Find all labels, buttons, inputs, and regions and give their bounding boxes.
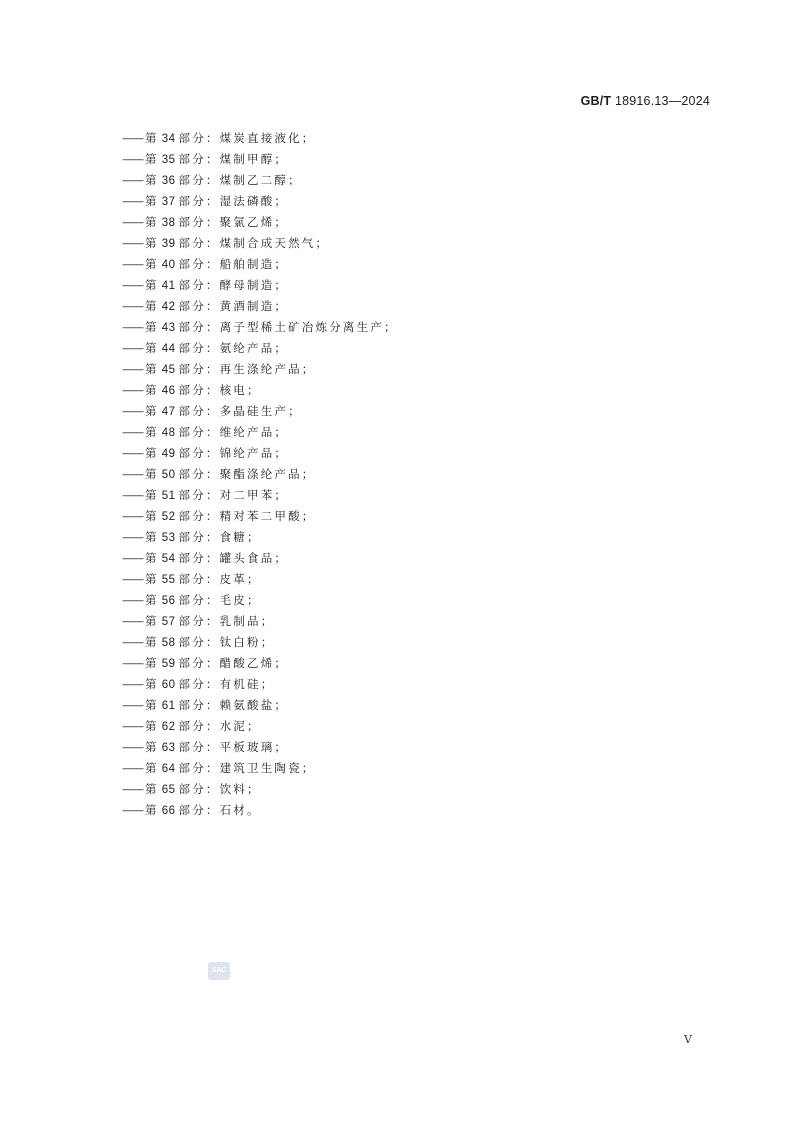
part-prefix: 第: [145, 740, 159, 754]
list-item: [122, 191, 398, 212]
part-prefix: 第: [145, 425, 159, 439]
part-title: 部分：煤制甲醇；: [178, 152, 289, 166]
part-number: 45: [161, 364, 176, 376]
list-item: [122, 737, 398, 758]
part-prefix: 第: [145, 719, 159, 733]
part-number: 48: [161, 427, 176, 439]
list-item: [122, 695, 398, 716]
part-title: 部分：煤炭直接液化；: [178, 131, 316, 145]
part-prefix: 第: [145, 194, 159, 208]
part-number: 35: [161, 154, 176, 166]
part-title: 部分：赖氨酸盐；: [178, 698, 289, 712]
part-prefix: 第: [145, 152, 159, 166]
part-title: 部分：对二甲苯；: [178, 488, 289, 502]
part-number: 40: [161, 259, 176, 271]
part-prefix: 第: [145, 467, 159, 481]
part-prefix: 第: [145, 782, 159, 796]
list-item: [122, 506, 398, 527]
part-dash: ——: [122, 614, 143, 628]
part-title: 部分：饮料；: [178, 782, 261, 796]
part-dash: ——: [122, 719, 143, 733]
part-dash: ——: [122, 215, 143, 229]
part-title: 部分：船舶制造；: [178, 257, 289, 271]
part-number: 36: [161, 175, 176, 187]
part-dash: ——: [122, 131, 143, 145]
sac-logo-watermark: SAC: [208, 962, 230, 980]
part-title: 部分：皮革；: [178, 572, 261, 586]
part-number: 61: [161, 700, 176, 712]
part-title: 部分：离子型稀土矿冶炼分离生产；: [178, 320, 398, 334]
list-item: [122, 485, 398, 506]
part-number: 42: [161, 301, 176, 313]
list-item: [122, 359, 398, 380]
list-item: [122, 611, 398, 632]
part-title: 部分：乳制品；: [178, 614, 275, 628]
part-title: 部分：钛白粉；: [178, 635, 275, 649]
part-dash: ——: [122, 488, 143, 502]
part-dash: ——: [122, 152, 143, 166]
part-number: 46: [161, 385, 176, 397]
part-title: 部分：维纶产品；: [178, 425, 289, 439]
part-prefix: 第: [145, 215, 159, 229]
part-title: 部分：建筑卫生陶瓷；: [178, 761, 316, 775]
list-item: [122, 464, 398, 485]
part-prefix: 第: [145, 551, 159, 565]
list-item: [122, 128, 398, 149]
part-dash: ——: [122, 257, 143, 271]
part-prefix: 第: [145, 404, 159, 418]
part-title: 部分：锦纶产品；: [178, 446, 289, 460]
list-item: [122, 233, 398, 254]
part-title: 部分：水泥；: [178, 719, 261, 733]
part-title: 部分：煤制乙二醇；: [178, 173, 302, 187]
part-prefix: 第: [145, 656, 159, 670]
part-title: 部分：氨纶产品；: [178, 341, 289, 355]
part-prefix: 第: [145, 236, 159, 250]
part-prefix: 第: [145, 173, 159, 187]
part-prefix: 第: [145, 446, 159, 460]
part-dash: ——: [122, 740, 143, 754]
standard-number: 18916.13—2024: [614, 94, 710, 108]
part-title: 部分：罐头食品；: [178, 551, 289, 565]
part-prefix: 第: [145, 761, 159, 775]
part-title: 部分：湿法磷酸；: [178, 194, 289, 208]
list-item: [122, 212, 398, 233]
part-title: 部分：核电；: [178, 383, 261, 397]
part-title: 部分：平板玻璃；: [178, 740, 289, 754]
part-dash: ——: [122, 278, 143, 292]
part-number: 50: [161, 469, 176, 481]
standard-code: [581, 94, 710, 108]
list-item: [122, 254, 398, 275]
part-number: 52: [161, 511, 176, 523]
part-title: 部分：多晶硅生产；: [178, 404, 302, 418]
part-dash: ——: [122, 236, 143, 250]
part-prefix: 第: [145, 635, 159, 649]
standard-prefix: GB/T: [580, 94, 612, 108]
part-prefix: 第: [145, 803, 159, 817]
part-number: 37: [161, 196, 176, 208]
part-number: 49: [161, 448, 176, 460]
part-dash: ——: [122, 698, 143, 712]
part-dash: ——: [122, 509, 143, 523]
part-dash: ——: [122, 299, 143, 313]
part-number: 41: [161, 280, 176, 292]
part-dash: ——: [122, 572, 143, 586]
part-title: 部分：酵母制造；: [178, 278, 289, 292]
page-number: V: [684, 1033, 692, 1046]
list-item: [122, 800, 398, 821]
part-dash: ——: [122, 194, 143, 208]
part-prefix: 第: [145, 698, 159, 712]
part-prefix: 第: [145, 320, 159, 334]
part-number: 34: [161, 133, 176, 145]
part-dash: ——: [122, 551, 143, 565]
part-dash: ——: [122, 761, 143, 775]
part-number: 64: [161, 763, 176, 775]
list-item: [122, 275, 398, 296]
part-prefix: 第: [145, 530, 159, 544]
part-dash: ——: [122, 404, 143, 418]
part-dash: ——: [122, 341, 143, 355]
list-item: [122, 422, 398, 443]
part-number: 65: [161, 784, 176, 796]
part-title: 部分：精对苯二甲酸；: [178, 509, 316, 523]
list-item: [122, 716, 398, 737]
part-number: 38: [161, 217, 176, 229]
part-number: 59: [161, 658, 176, 670]
list-item: [122, 317, 398, 338]
part-number: 60: [161, 679, 176, 691]
part-prefix: 第: [145, 341, 159, 355]
part-dash: ——: [122, 677, 143, 691]
part-dash: ——: [122, 383, 143, 397]
list-item: [122, 401, 398, 422]
part-number: 54: [161, 553, 176, 565]
part-prefix: 第: [145, 299, 159, 313]
list-item: [122, 674, 398, 695]
part-number: 44: [161, 343, 176, 355]
list-item: [122, 170, 398, 191]
list-item: [122, 632, 398, 653]
list-item: [122, 149, 398, 170]
part-title: 部分：再生涤纶产品；: [178, 362, 316, 376]
list-item: [122, 569, 398, 590]
part-number: 53: [161, 532, 176, 544]
part-number: 66: [161, 805, 176, 817]
part-number: 55: [161, 574, 176, 586]
list-item: [122, 548, 398, 569]
part-dash: ——: [122, 173, 143, 187]
part-prefix: 第: [145, 278, 159, 292]
part-title: 部分：有机硅；: [178, 677, 275, 691]
part-number: 47: [161, 406, 176, 418]
part-title: 部分：煤制合成天然气；: [178, 236, 330, 250]
part-dash: ——: [122, 467, 143, 481]
part-prefix: 第: [145, 593, 159, 607]
part-dash: ——: [122, 320, 143, 334]
part-title: 部分：黄酒制造；: [178, 299, 289, 313]
list-item: [122, 653, 398, 674]
part-dash: ——: [122, 803, 143, 817]
part-prefix: 第: [145, 488, 159, 502]
part-title: 部分：聚氯乙烯；: [178, 215, 289, 229]
part-prefix: 第: [145, 572, 159, 586]
part-title: 部分：聚酯涤纶产品；: [178, 467, 316, 481]
part-dash: ——: [122, 593, 143, 607]
list-item: [122, 758, 398, 779]
part-number: 57: [161, 616, 176, 628]
part-prefix: 第: [145, 509, 159, 523]
part-number: 58: [161, 637, 176, 649]
part-dash: ——: [122, 425, 143, 439]
part-prefix: 第: [145, 362, 159, 376]
list-item: [122, 443, 398, 464]
part-prefix: 第: [145, 131, 159, 145]
part-dash: ——: [122, 782, 143, 796]
part-dash: ——: [122, 656, 143, 670]
part-dash: ——: [122, 530, 143, 544]
part-number: 56: [161, 595, 176, 607]
list-item: [122, 779, 398, 800]
part-prefix: 第: [145, 614, 159, 628]
part-number: 63: [161, 742, 176, 754]
part-title: 部分：醋酸乙烯；: [178, 656, 289, 670]
parts-list: [122, 128, 398, 821]
part-title: 部分：食糖；: [178, 530, 261, 544]
list-item: [122, 338, 398, 359]
part-prefix: 第: [145, 383, 159, 397]
list-item: [122, 527, 398, 548]
part-prefix: 第: [145, 257, 159, 271]
part-number: 39: [161, 238, 176, 250]
part-dash: ——: [122, 362, 143, 376]
part-number: 51: [161, 490, 176, 502]
part-prefix: 第: [145, 677, 159, 691]
list-item: [122, 296, 398, 317]
part-title: 部分：毛皮；: [178, 593, 261, 607]
list-item: [122, 380, 398, 401]
part-dash: ——: [122, 635, 143, 649]
part-dash: ——: [122, 446, 143, 460]
part-number: 62: [161, 721, 176, 733]
list-item: [122, 590, 398, 611]
part-title: 部分：石材。: [178, 803, 261, 817]
part-number: 43: [161, 322, 176, 334]
